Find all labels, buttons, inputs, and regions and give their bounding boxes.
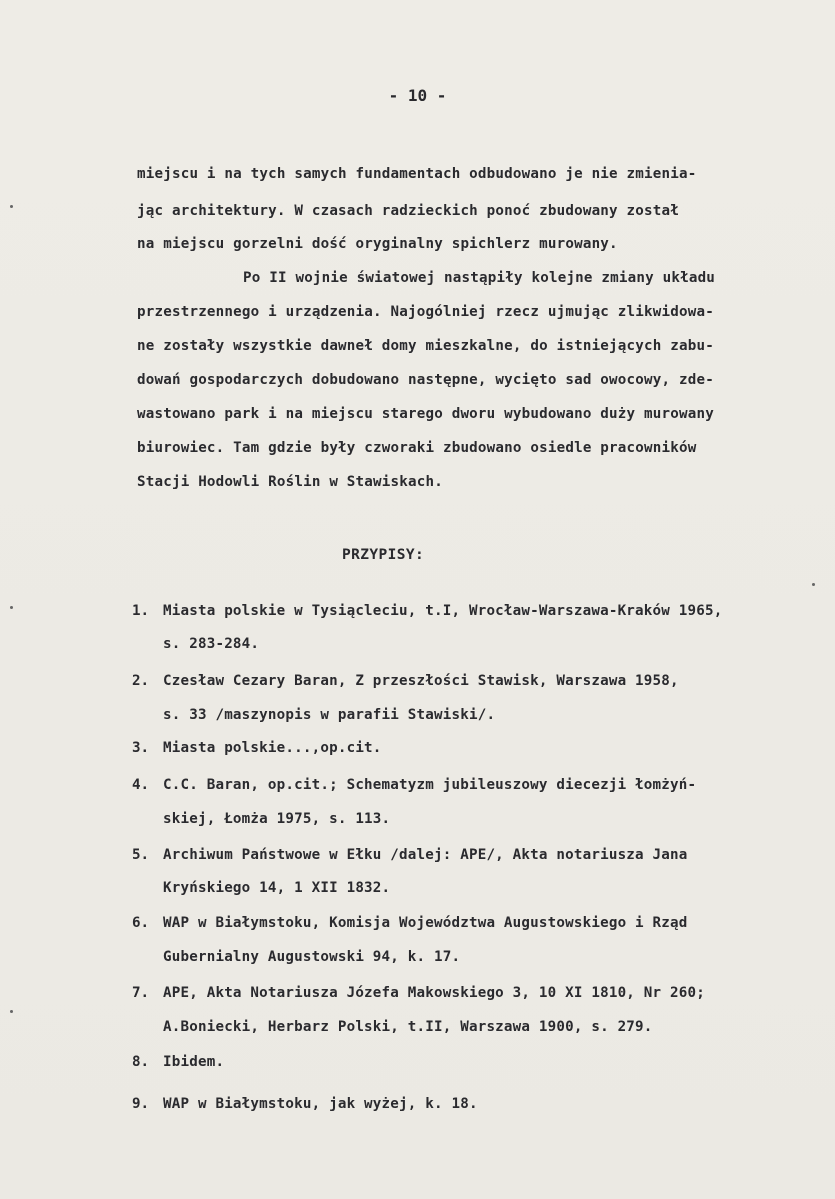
footnote-number: 2. <box>132 673 150 689</box>
footnote-number: 3. <box>132 740 150 756</box>
footnote-text: Ibidem. <box>163 1054 225 1070</box>
punch-mark <box>10 1010 13 1013</box>
body-line: biurowiec. Tam gdzie były czworaki zbudowano osiedle pracowników <box>137 440 697 456</box>
footnote-text: Gubernialny Augustowski 94, k. 17. <box>163 949 461 965</box>
body-line: jąc architektury. W czasach radzieckich ponoć zbudowany został <box>137 203 679 219</box>
footnote-text: s. 33 /maszynopis w parafii Stawiski/. <box>163 707 496 723</box>
footnote-text: Miasta polskie...,op.cit. <box>163 740 382 756</box>
footnote-text: Czesław Cezary Baran, Z przeszłości Stawisk, Warszawa 1958, <box>163 673 679 689</box>
page-number: - 10 - <box>388 86 447 105</box>
footnote-text: APE, Akta Notariusza Józefa Makowskiego 3, 10 XI 1810, Nr 260; <box>163 985 705 1001</box>
footnote-text: WAP w Białymstoku, Komisja Województwa Augustowskiego i Rząd <box>163 915 688 931</box>
footnote-text: Kryńskiego 14, 1 XII 1832. <box>163 880 391 896</box>
footnote-number: 5. <box>132 847 150 863</box>
punch-mark <box>10 205 13 208</box>
footnote-number: 7. <box>132 985 150 1001</box>
footnote-text: C.C. Baran, op.cit.; Schematyzm jubileuszowy diecezji łomżyń- <box>163 777 697 793</box>
footnote-number: 1. <box>132 603 150 619</box>
footnote-number: 8. <box>132 1054 150 1070</box>
footnote-text: A.Boniecki, Herbarz Polski, t.II, Warszawa 1900, s. 279. <box>163 1019 653 1035</box>
footnote-text: Archiwum Państwowe w Ełku /dalej: APE/, Akta notariusza Jana <box>163 847 688 863</box>
body-line: dowań gospodarczych dobudowano następne, wycięto sad owocowy, zde- <box>137 372 714 388</box>
footnote-text: skiej, Łomża 1975, s. 113. <box>163 811 391 827</box>
body-line: na miejscu gorzelni dość oryginalny spichlerz murowany. <box>137 236 618 252</box>
body-line: przestrzennego i urządzenia. Najogólniej rzecz ujmując zlikwidowa- <box>137 304 714 320</box>
body-line: ne zostały wszystkie dawneł domy mieszkalne, do istniejących zabu- <box>137 338 714 354</box>
body-line: Po II wojnie światowej nastąpiły kolejne zmiany układu <box>243 270 716 286</box>
footnote-number: 9. <box>132 1096 150 1112</box>
body-line: Stacji Hodowli Roślin w Stawiskach. <box>137 474 443 490</box>
body-line: miejscu i na tych samych fundamentach odbudowano je nie zmienia- <box>137 166 697 182</box>
footnotes-heading: PRZYPISY: <box>342 547 425 563</box>
punch-mark <box>812 583 815 586</box>
body-line: wastowano park i na miejscu starego dworu wybudowano duży murowany <box>137 406 714 422</box>
footnote-text: WAP w Białymstoku, jak wyżej, k. 18. <box>163 1096 478 1112</box>
footnote-number: 6. <box>132 915 150 931</box>
footnote-number: 4. <box>132 777 150 793</box>
footnote-text: Miasta polskie w Tysiącleciu, t.I, Wrocław-Warszawa-Kraków 1965, <box>163 603 723 619</box>
footnote-text: s. 283-284. <box>163 636 260 652</box>
punch-mark <box>10 606 13 609</box>
